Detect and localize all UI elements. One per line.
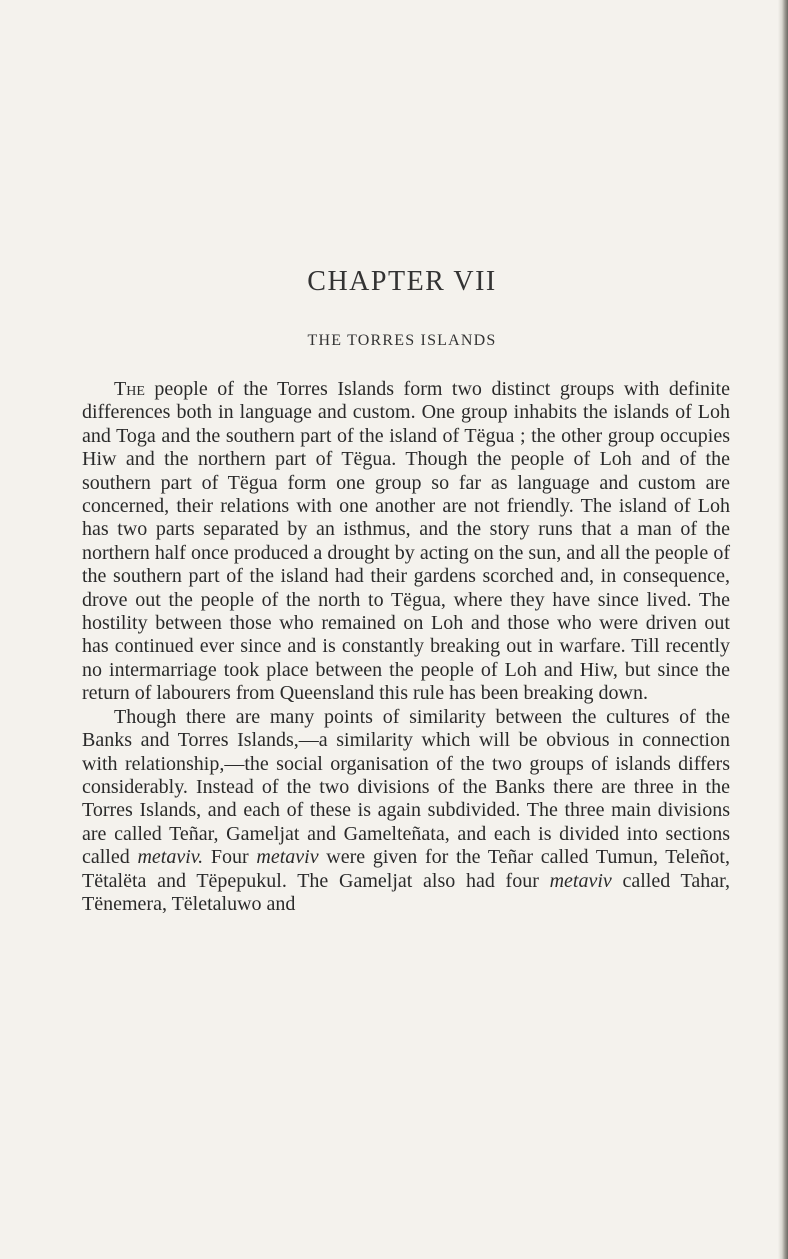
chapter-title: CHAPTER VII bbox=[307, 266, 497, 297]
paragraph-1-text: people of the Torres Islands form two distinct groups with definite differences both in language and custom. One group inhabits the islands of Loh and Toga and the southern part of the island of Tëgua ; the other group occupies Hiw and the northern part of Tëgua. Though the people of Loh and of the southern part of Tëgua form one group so far as language and custom are concerned, their relations with one another are not friendly. The island of Loh has two parts separated by an isthmus, and the story runs that a man of the northern half once produced a drought by acting on the sun, and all the people of the southern part of the island had their gardens scorched and, in consequence, drove out the people of the north to Tëgua, where they have since lived. The hostility between those who remained on Loh and those who were driven out has continued ever since and is constantly breaking out in warfare. Till recently no intermarriage took place between the people of Loh and Hiw, but since the return of labourers from Queensland this rule has been breaking down. bbox=[82, 378, 730, 705]
paragraph-2-text-c: were given for the Teñar called Tumun, Teleñot, Tëtalëta and Tëpepukul. The Gameljat also had four bbox=[82, 846, 730, 892]
term-metaviv: metaviv. bbox=[137, 846, 204, 869]
body-text bbox=[82, 378, 730, 916]
paragraph-2-text-d: called Tahar, Tënemera, Tëletaluwo and bbox=[82, 869, 730, 915]
term-metaviv: metaviv bbox=[256, 846, 319, 869]
paragraph-2 bbox=[82, 706, 730, 917]
section-title: THE TORRES ISLANDS bbox=[307, 332, 497, 349]
paragraph-1 bbox=[82, 378, 730, 706]
page-edge-shadow bbox=[778, 0, 788, 1259]
paragraph-2-text-a: Though there are many points of similarity between the cultures of the Banks and Torres Islands,—a similarity which will be obvious in connection with relationship,—the social organisation of the two groups of islands differs considerably. Instead of the two divisions of the Banks there are three in the Torres Islands, and each of these is again subdivided. The three main divisions are called Teñar, Gameljat and Gamelteñata, and each is divided into sections called bbox=[82, 705, 730, 869]
term-metaviv: metaviv bbox=[549, 869, 612, 892]
lead-word: The bbox=[114, 378, 145, 400]
paragraph-2-text-b: Four bbox=[203, 846, 257, 869]
